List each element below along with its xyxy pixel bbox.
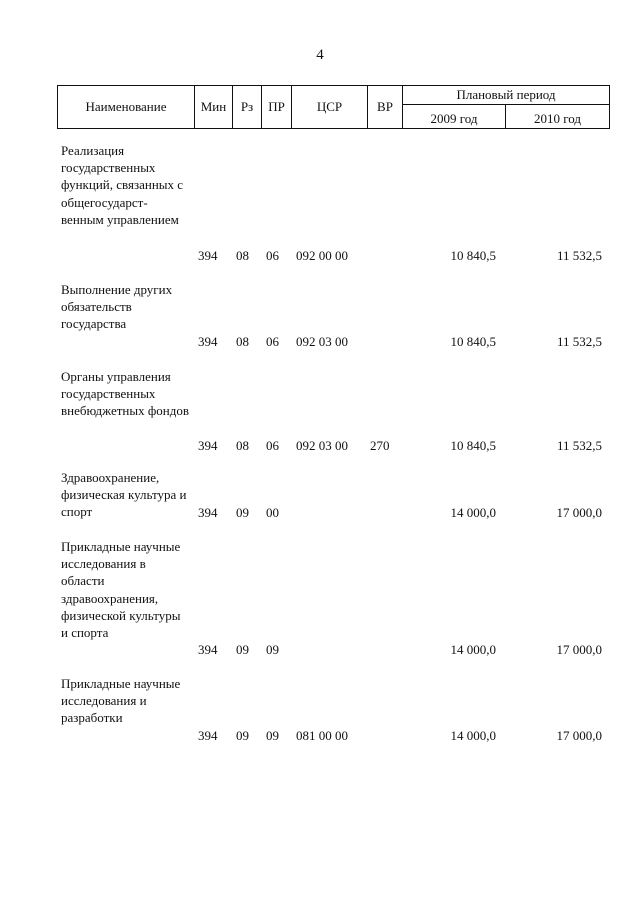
plan-period-label: Плановый период — [403, 86, 609, 105]
row-2010: 11 532,5 — [556, 438, 602, 453]
row-rz: 08 — [236, 248, 249, 263]
row-rz: 08 — [236, 438, 249, 453]
header-year-2009: 2009 год — [403, 105, 506, 128]
table-row — [0, 538, 640, 658]
row-2010: 17 000,0 — [556, 505, 602, 520]
row-min: 394 — [198, 438, 218, 453]
row-2010: 11 532,5 — [556, 334, 602, 349]
row-pr: 06 — [266, 248, 279, 263]
header-rz: Рз — [233, 86, 262, 128]
row-2009: 10 840,5 — [450, 248, 496, 263]
header-csr: ЦСР — [292, 86, 368, 128]
row-min: 394 — [198, 642, 218, 657]
row-2010: 17 000,0 — [556, 728, 602, 743]
row-pr: 06 — [266, 438, 279, 453]
row-pr: 06 — [266, 334, 279, 349]
row-csr: 092 00 00 — [296, 248, 348, 263]
table-header — [57, 85, 610, 129]
header-pr: ПР — [262, 86, 292, 128]
row-2009: 10 840,5 — [450, 438, 496, 453]
header-name: Наименование — [58, 86, 195, 128]
row-name: Прикладные научные исследования в области здравоохранения, физической культуры и спорта — [61, 539, 181, 641]
row-2009: 14 000,0 — [450, 642, 496, 657]
header-year-2010: 2010 год — [534, 111, 581, 126]
row-2009: 14 000,0 — [450, 505, 496, 520]
row-pr: 09 — [266, 728, 279, 743]
row-2010: 17 000,0 — [556, 642, 602, 657]
header-min: Мин — [195, 86, 233, 128]
row-name: Реализация государственных функций, связанных с общегосударст-венным управлением — [61, 143, 184, 227]
row-rz: 08 — [236, 334, 249, 349]
row-min: 394 — [198, 505, 218, 520]
row-pr: 00 — [266, 505, 279, 520]
row-pr: 09 — [266, 642, 279, 657]
header-vr: ВР — [368, 86, 403, 128]
row-2009: 10 840,5 — [450, 334, 496, 349]
table-row — [0, 675, 640, 744]
row-2009: 14 000,0 — [450, 728, 496, 743]
row-csr: 092 03 00 — [296, 438, 348, 453]
row-vr: 270 — [370, 438, 390, 453]
page-number: 4 — [316, 47, 324, 63]
row-csr: 081 00 00 — [296, 728, 348, 743]
row-csr: 092 03 00 — [296, 334, 348, 349]
row-min: 394 — [198, 248, 218, 263]
row-min: 394 — [198, 728, 218, 743]
table-row — [0, 142, 640, 264]
table-row — [0, 469, 640, 521]
row-rz: 09 — [236, 642, 249, 657]
row-name: Здравоохранение, физическая культура и спорт — [61, 470, 187, 520]
table-row — [0, 368, 640, 454]
row-min: 394 — [198, 334, 218, 349]
table-row — [0, 281, 640, 350]
row-rz: 09 — [236, 505, 249, 520]
row-name: Выполнение других обязательств государства — [61, 282, 173, 332]
row-name: Прикладные научные исследования и разработки — [61, 676, 181, 726]
row-rz: 09 — [236, 728, 249, 743]
header-plan-period — [403, 86, 609, 128]
row-name: Органы управления государственных внебюджетных фондов — [61, 369, 189, 419]
row-2010: 11 532,5 — [556, 248, 602, 263]
